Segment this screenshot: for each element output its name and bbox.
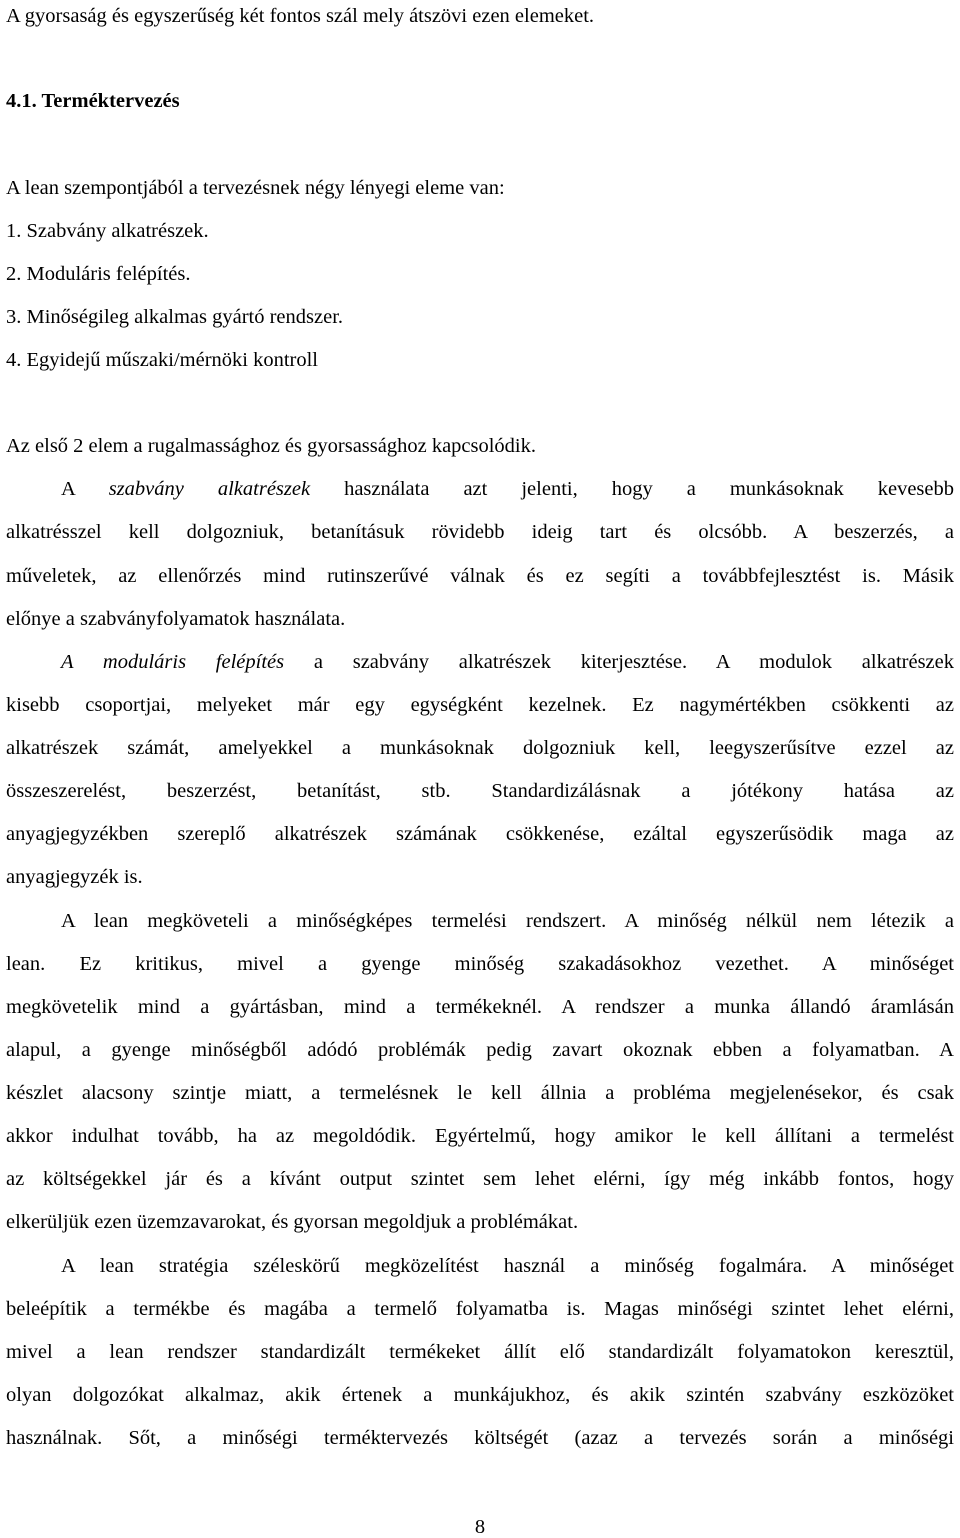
paragraph-4-line-1: A lean stratégia széleskörű megközelítést használ a minőség fogalmára. A minőséget (61, 1255, 954, 1277)
emphasis: A moduláris felépítés (61, 651, 285, 673)
paragraph-3-line-2: lean. Ez kritikus, mivel a gyenge minőség szakadásokhoz vezethet. A minőséget (6, 953, 954, 975)
paragraph-1-line-2: alkatrésszel kell dolgozniuk, betanításuk rövidebb ideig tart és olcsóbb. A beszerzés, a (6, 521, 954, 543)
paragraph-2-line-2: kisebb csoportjai, melyeket már egy egységként kezelnek. Ez nagymértékben csökkenti az (6, 694, 954, 716)
text-run: használata azt jelenti, hogy a munkásoknak kevesebb (310, 478, 954, 500)
paragraph-3-line-3: megkövetelik mind a gyártásban, mind a termékeknél. A rendszer a munka állandó áramlásán (6, 996, 954, 1018)
paragraph-2-line-3: alkatrészek számát, amelyekkel a munkásoknak dolgozniuk kell, leegyszerűsítve ezzel az (6, 737, 954, 759)
intro-line: A gyorsaság és egyszerűség két fontos szál mely átszövi ezen elemeket. (6, 5, 595, 27)
paragraph-3-line-7: az költségekkel jár és a kívánt output szintet sem lehet elérni, így még inkább fontos, hogy (6, 1168, 954, 1190)
summary-line: Az első 2 elem a rugalmassághoz és gyorsassághoz kapcsolódik. (6, 435, 537, 457)
paragraph-3-line-5: készlet alacsony szintje miatt, a termelésnek le kell állnia a probléma megjelenésekor, és csak (6, 1082, 954, 1104)
text-run: a szabvány alkatrészek kiterjesztése. A modulok alkatrészek (284, 651, 954, 673)
list-item: 4. Egyidejű műszaki/mérnöki kontroll (6, 349, 319, 371)
page-number: 8 (474, 1516, 486, 1538)
list-item: 3. Minőségileg alkalmas gyártó rendszer. (6, 306, 344, 328)
paragraph-1-line-3: műveletek, az ellenőrzés mind rutinszerűvé válnak és ez segíti a továbbfejlesztést is. Másik (6, 565, 954, 587)
paragraph-4-line-2: beleépítik a termékbe és magába a termelő folyamatba is. Magas minőségi szintet lehet elérni, (6, 1298, 954, 1320)
paragraph-3-line-6: akkor indulhat tovább, ha az megoldódik. Egyértelmű, hogy amikor le kell állítani a termelést (6, 1125, 954, 1147)
list-item: 1. Szabvány alkatrészek. (6, 220, 209, 242)
paragraph-3-line-4: alapul, a gyenge minőségből adódó problémák pedig zavart okoznak ebben a folyamatban. A (6, 1039, 954, 1061)
paragraph-2-line-6: anyagjegyzék is. (6, 866, 143, 888)
list-item: 2. Moduláris felépítés. (6, 263, 191, 285)
text-run: A (61, 478, 109, 500)
paragraph-2-line-5: anyagjegyzékben szereplő alkatrészek számának csökkenése, ezáltal egyszerűsödik maga az (6, 823, 954, 845)
paragraph-1-line-4: előnye a szabványfolyamatok használata. (6, 608, 346, 630)
paragraph-2-line-1 (61, 652, 954, 673)
paragraph-4-line-5: használnak. Sőt, a minőségi terméktervezés költségét (azaz a tervezés során a minőségi (6, 1427, 954, 1449)
paragraph-3-line-8: elkerüljük ezen üzemzavarokat, és gyorsan megoldjuk a problémákat. (6, 1211, 579, 1233)
section-heading: 4.1. Terméktervezés (6, 90, 180, 112)
paragraph-3-line-1: A lean megköveteli a minőségképes termelési rendszert. A minőség nélkül nem létezik a (61, 910, 954, 932)
emphasis: szabvány alkatrészek (108, 478, 311, 500)
paragraph-4-line-3: mivel a lean rendszer standardizált termékeket állít elő standardizált folyamatokon keresztül, (6, 1341, 954, 1363)
paragraph-1-line-1 (61, 479, 954, 500)
paragraph-2-line-4: összeszerelést, beszerzést, betanítást, stb. Standardizálásnak a jótékony hatása az (6, 780, 954, 802)
paragraph-4-line-4: olyan dolgozókat alkalmaz, akik értenek a munkájukhoz, és akik szintén szabvány eszközöket (6, 1384, 954, 1406)
list-intro: A lean szempontjából a tervezésnek négy lényegi eleme van: (6, 177, 505, 199)
